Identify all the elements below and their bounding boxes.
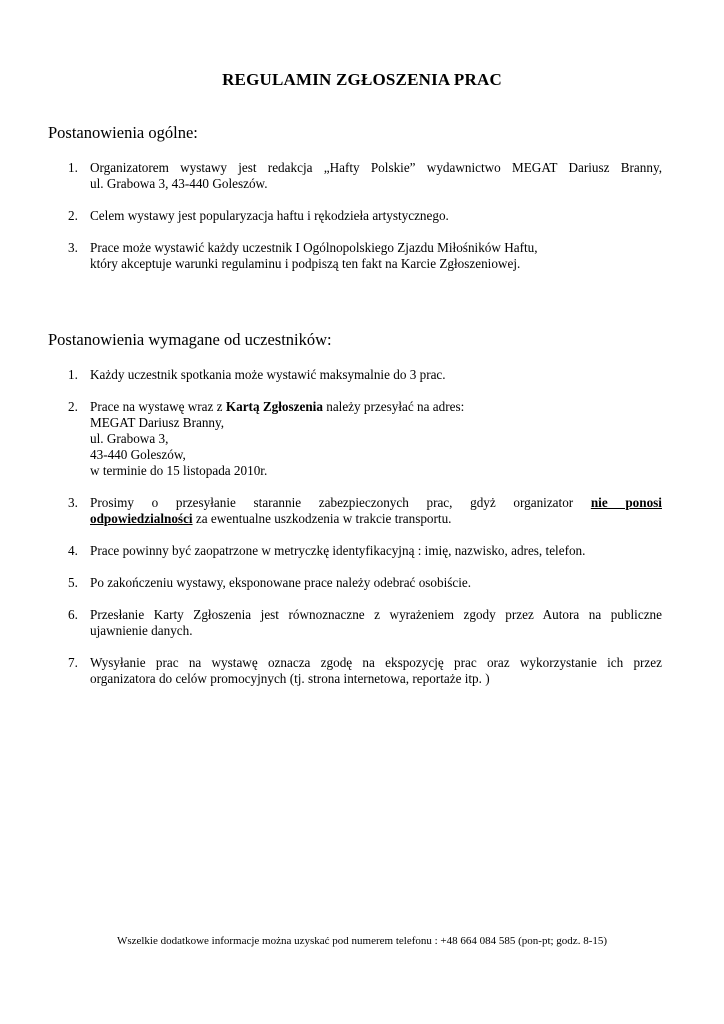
liability-emphasis: odpowiedzialności	[90, 511, 193, 526]
item-text-line: Prace może wystawić każdy uczestnik I Ogólnopolskiego Zjazdu Miłośników Haftu,	[90, 240, 538, 255]
item-text-line: Wysyłanie prac na wystawę oznacza zgodę na ekspozycję prac oraz wykorzystanie ich przez	[90, 655, 662, 670]
section-heading-participants: Postanowienia wymagane od uczestników:	[48, 330, 332, 349]
list-item	[68, 208, 662, 224]
list-item	[68, 240, 662, 272]
list-item	[68, 607, 662, 639]
item-number: 1.	[68, 367, 78, 382]
item-text-line	[90, 399, 662, 415]
item-number: 3.	[68, 495, 78, 510]
item-text-line: Przesłanie Karty Zgłoszenia jest równoznaczne z wyrażeniem zgody przez Autora na publiczne	[90, 607, 662, 622]
item-text-line: Po zakończeniu wystawy, eksponowane prace należy odebrać osobiście.	[90, 575, 472, 590]
application-card-bold: Kartą Zgłoszenia	[225, 399, 323, 414]
list-item	[68, 495, 662, 527]
list-item	[68, 160, 662, 192]
item-text-line	[90, 495, 662, 511]
address-line: MEGAT Dariusz Branny,	[90, 415, 225, 430]
item-text: za ewentualne uszkodzenia w trakcie transportu.	[192, 511, 452, 526]
item-number: 4.	[68, 543, 78, 558]
list-item	[68, 399, 662, 479]
address-line: ul. Grabowa 3,	[90, 431, 169, 446]
footer-contact-info: Wszelkie dodatkowe informacje można uzyskać pod numerem telefonu : +48 664 084 585 (pon-pt; godz. 8-15)	[116, 935, 608, 947]
item-number: 2.	[68, 399, 78, 414]
list-item	[68, 543, 662, 559]
item-text: Prace na wystawę wraz z	[90, 399, 226, 414]
item-number: 6.	[68, 607, 78, 622]
item-text-line: Prace powinny być zaopatrzone w metryczkę identyfikacyjną : imię, nazwisko, adres, telefon.	[90, 543, 586, 558]
address-line: 43-440 Goleszów,	[90, 447, 186, 462]
list-item	[68, 655, 662, 687]
item-text: Prosimy o przesyłanie starannie zabezpieczonych prac, gdyż organizator	[90, 495, 591, 510]
item-number: 7.	[68, 655, 78, 670]
item-number: 3.	[68, 240, 78, 255]
item-text-line: ujawnienie danych.	[90, 623, 193, 638]
item-number: 5.	[68, 575, 78, 590]
item-text-line: który akceptuje warunki regulaminu i podpiszą ten fakt na Karcie Zgłoszeniowej.	[90, 256, 521, 271]
participant-requirements-list	[68, 367, 662, 703]
item-text-line: Celem wystawy jest popularyzacja haftu i rękodzieła artystycznego.	[90, 208, 449, 223]
item-text-line: ul. Grabowa 3, 43-440 Goleszów.	[90, 176, 268, 191]
item-text-line	[90, 511, 662, 527]
section-heading-general: Postanowienia ogólne:	[48, 123, 198, 142]
general-provisions-list	[68, 160, 662, 288]
item-text-line: organizatora do celów promocyjnych (tj. strona internetowa, reportaże itp. )	[90, 671, 490, 686]
list-item	[68, 367, 662, 383]
document-title: REGULAMIN ZGŁOSZENIA PRAC	[222, 70, 502, 89]
no-liability-emphasis: nie ponosi	[590, 495, 662, 510]
item-text-line: Każdy uczestnik spotkania może wystawić maksymalnie do 3 prac.	[90, 367, 446, 382]
item-text: należy przesyłać na adres:	[322, 399, 465, 414]
list-item	[68, 575, 662, 591]
item-text-line: Organizatorem wystawy jest redakcja „Hafty Polskie” wydawnictwo MEGAT Dariusz Branny,	[90, 160, 662, 175]
item-number: 1.	[68, 160, 78, 175]
deadline-line: w terminie do 15 listopada 2010r.	[90, 463, 268, 478]
item-number: 2.	[68, 208, 78, 223]
